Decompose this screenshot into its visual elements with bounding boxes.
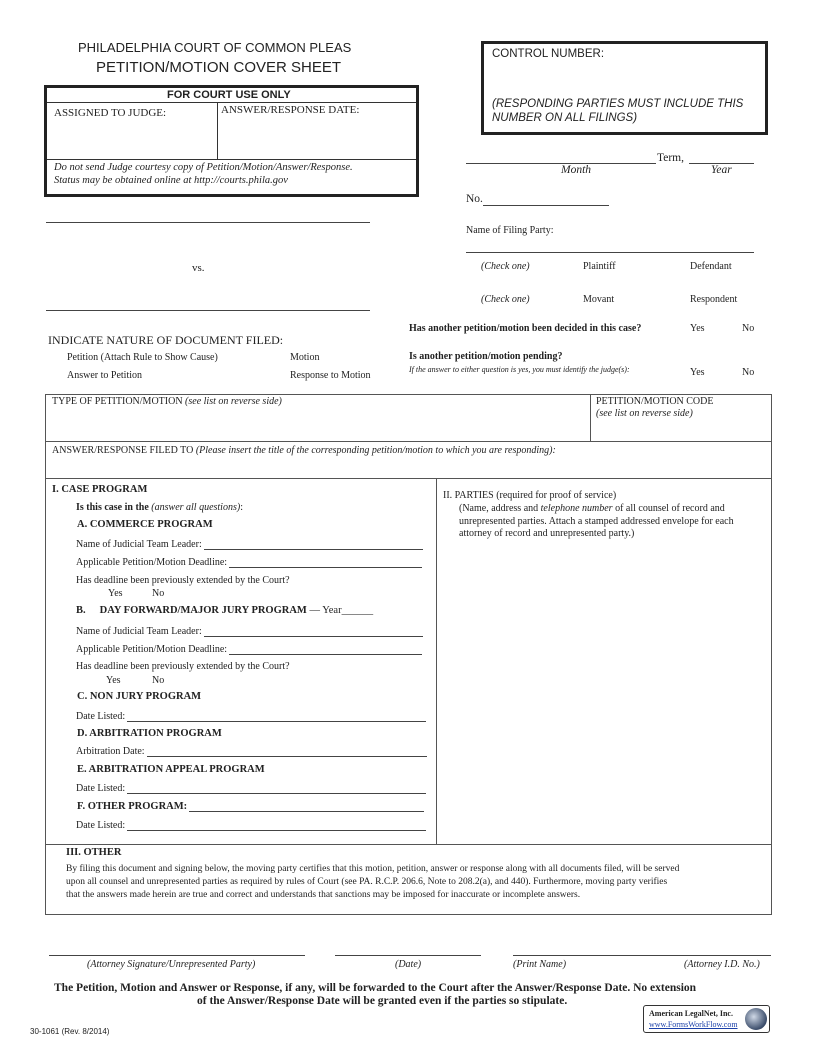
status-note: Status may be obtained online at http://courts.phila.gov <box>54 175 288 186</box>
q1-yes[interactable]: Yes <box>690 323 705 334</box>
certification-line-2: upon all counsel and unrepresented parties as required by rules of Court (see PA. R.C.P. 206.6, Note to 208.2(a), and 440). Furthermore, moving party verifies <box>66 877 668 887</box>
appeal-date-field[interactable]: Date Listed: <box>76 783 426 794</box>
commerce-heading: A. COMMERCE PROGRAM <box>77 519 213 530</box>
dayforward-leader-field[interactable]: Name of Judicial Team Leader: <box>76 626 423 637</box>
commerce-no[interactable]: No <box>152 588 165 599</box>
certification-line-1: By filing this document and signing below, the moving party certifies that this motion, petition, answer or response along with all documents filed, will be served <box>66 864 680 874</box>
dayforward-no[interactable]: No <box>152 675 165 686</box>
movant-option[interactable]: Movant <box>583 294 615 305</box>
arbitration-appeal-heading: E. ARBITRATION APPEAL PROGRAM <box>77 764 265 775</box>
court-name: PHILADELPHIA COURT OF COMMON PLEAS <box>78 40 352 55</box>
answer-date-label: ANSWER/RESPONSE DATE: <box>221 104 360 116</box>
parties-line-2: unrepresented parties. Attach a stamped addressed envelope for each <box>459 516 734 527</box>
answer-label: ANSWER/RESPONSE FILED TO (Please insert the title of the corresponding petition/motion to which you are responding): <box>52 445 556 456</box>
parties-input-area[interactable] <box>440 545 766 838</box>
court-use-box <box>44 85 419 197</box>
non-jury-heading: C. NON JURY PROGRAM <box>77 691 202 702</box>
other-heading: III. OTHER <box>66 847 122 858</box>
dayforward-deadline-field[interactable]: Applicable Petition/Motion Deadline: <box>76 644 422 655</box>
print-name-line[interactable] <box>513 955 771 956</box>
assigned-judge-label: ASSIGNED TO JUDGE: <box>54 107 167 119</box>
page-title: PETITION/MOTION COVER SHEET <box>96 59 342 76</box>
attorney-signature-line[interactable] <box>49 955 305 956</box>
form-number: 30-1061 (Rev. 8/2014) <box>30 1027 110 1036</box>
filing-party-line[interactable] <box>466 252 754 253</box>
q1-no[interactable]: No <box>742 323 755 334</box>
attorney-id-caption: (Attorney I.D. No.) <box>684 959 760 970</box>
attorney-signature-caption: (Attorney Signature/Unrepresented Party) <box>87 959 256 970</box>
year-caption: Year <box>711 164 732 176</box>
print-name-caption: (Print Name) <box>513 959 567 970</box>
control-note-2: NUMBER ON ALL FILINGS) <box>492 112 638 124</box>
nature-motion-option[interactable]: Motion <box>290 352 320 363</box>
identify-judge-note: If the answer to either question is yes, you must identify the judge(s): <box>409 365 630 374</box>
extension-notice-2: of the Answer/Response Date will be granted even if the parties so stipulate. <box>197 995 568 1007</box>
other-section <box>45 844 772 915</box>
control-number-label: CONTROL NUMBER: <box>492 48 605 60</box>
court-use-heading: FOR COURT USE ONLY <box>167 89 291 101</box>
question-pending: Is another petition/motion pending? <box>409 351 563 362</box>
answer-row <box>45 441 772 479</box>
extension-notice-1: The Petition, Motion and Answer or Response, if any, will be forwarded to the Court after the Answer/Response Date. No extension <box>54 982 697 994</box>
parties-line-1: (Name, address and telephone number of all counsel of record and <box>459 503 725 514</box>
date-line[interactable] <box>335 955 481 956</box>
filing-party-label: Name of Filing Party: <box>466 225 554 236</box>
other-program-field[interactable]: F. OTHER PROGRAM: <box>77 801 424 812</box>
parties-heading: II. PARTIES (required for proof of service) <box>443 490 617 501</box>
vendor-url[interactable]: www.FormsWorkFlow.com <box>649 1020 738 1029</box>
vendor-name: American LegalNet, Inc. <box>649 1009 733 1018</box>
nature-response-option[interactable]: Response to Motion <box>290 370 371 381</box>
courtesy-note: Do not send Judge courtesy copy of Petition/Motion/Answer/Response. <box>54 162 353 173</box>
commerce-deadline-field[interactable]: Applicable Petition/Motion Deadline: <box>76 557 422 568</box>
arbitration-heading: D. ARBITRATION PROGRAM <box>77 728 222 739</box>
control-note-1: (RESPONDING PARTIES MUST INCLUDE THIS <box>492 98 744 110</box>
defendant-option[interactable]: Defendant <box>690 261 732 272</box>
non-jury-date-field[interactable]: Date Listed: <box>76 711 426 722</box>
nature-heading: INDICATE NATURE OF DOCUMENT FILED: <box>48 333 284 347</box>
respondent-option[interactable]: Respondent <box>690 294 738 305</box>
vendor-logo[interactable] <box>643 1005 770 1033</box>
term-label: Term, <box>657 152 684 164</box>
parties-line-3: attorney of record and unrepresented party.) <box>459 528 635 539</box>
arbitration-date-field[interactable]: Arbitration Date: <box>76 746 427 757</box>
other-date-field[interactable]: Date Listed: <box>76 820 426 831</box>
dayforward-extended: Has deadline been previously extended by the Court? <box>76 661 290 672</box>
versus-label: vs. <box>192 262 205 274</box>
q2-no[interactable]: No <box>742 367 755 378</box>
case-program-heading: I. CASE PROGRAM <box>52 484 148 495</box>
check-one-label: (Check one) <box>481 261 530 272</box>
check-one-label-2: (Check one) <box>481 294 530 305</box>
control-number-box <box>481 41 768 135</box>
no-label: No. <box>466 193 483 205</box>
dayforward-yes[interactable]: Yes <box>106 675 121 686</box>
commerce-yes[interactable]: Yes <box>108 588 123 599</box>
plaintiff-option[interactable]: Plaintiff <box>583 261 616 272</box>
code-label: PETITION/MOTION CODE <box>596 396 714 407</box>
commerce-extended: Has deadline been previously extended by the Court? <box>76 575 290 586</box>
commerce-leader-field[interactable]: Name of Judicial Team Leader: <box>76 539 423 550</box>
q2-yes[interactable]: Yes <box>690 367 705 378</box>
day-forward-heading: B. DAY FORWARD/MAJOR JURY PROGRAM — Year______ <box>76 605 374 616</box>
globe-icon <box>745 1008 767 1030</box>
code-note: (see list on reverse side) <box>596 408 693 419</box>
no-line[interactable] <box>483 205 609 206</box>
defendant-caption-line[interactable] <box>46 310 370 311</box>
plaintiff-caption-line[interactable] <box>46 222 370 223</box>
case-program-question: Is this case in the (answer all questions): <box>76 502 243 513</box>
question-decided: Has another petition/motion been decided in this case? <box>409 323 642 334</box>
nature-answer-option[interactable]: Answer to Petition <box>67 370 142 381</box>
month-caption: Month <box>561 164 592 176</box>
type-row <box>45 394 772 442</box>
date-caption: (Date) <box>395 959 422 970</box>
certification-line-3: that the answers made herein are true and correct and understands that sanctions may be imposed for inaccurate or incomplete answers. <box>66 890 581 900</box>
nature-petition-option[interactable]: Petition (Attach Rule to Show Cause) <box>67 352 218 363</box>
type-label: TYPE OF PETITION/MOTION (see list on reverse side) <box>52 396 282 407</box>
